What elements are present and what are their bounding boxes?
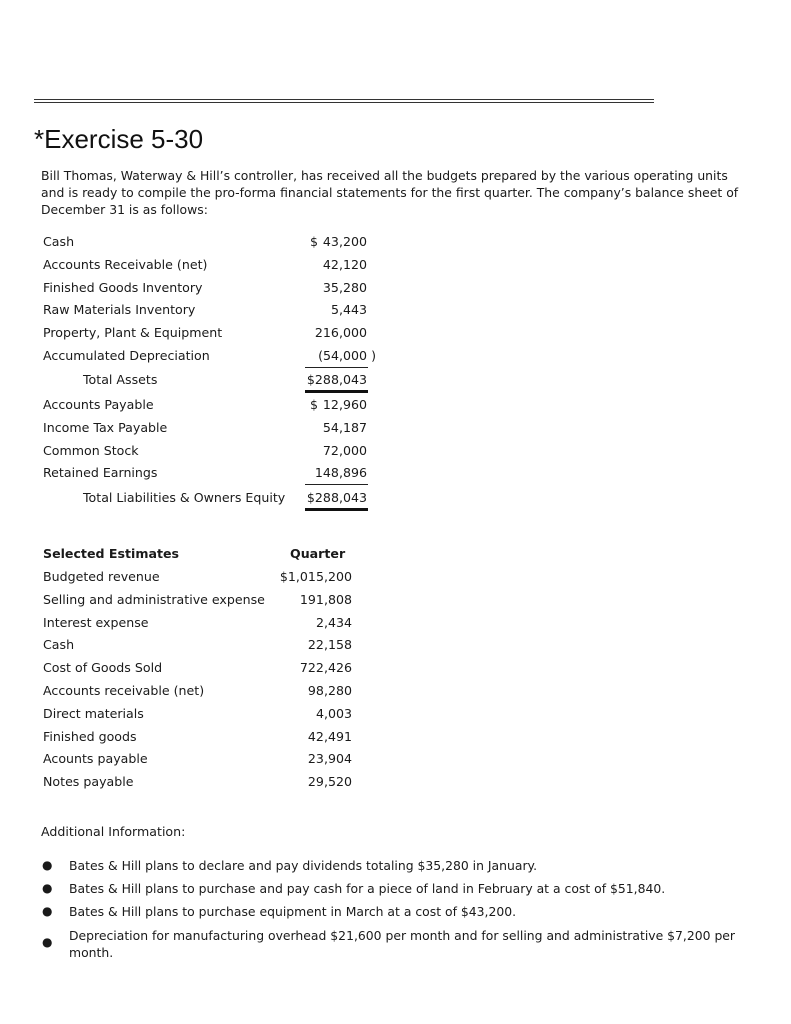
bs-value: 148,896 xyxy=(314,465,367,480)
estimate-label: Cost of Goods Sold xyxy=(43,660,163,675)
bs-label: Accounts Payable xyxy=(43,397,154,412)
estimate-value: 98,280 xyxy=(307,683,352,698)
bs-label: Raw Materials Inventory xyxy=(43,302,196,317)
bs-value: 5,443 xyxy=(330,302,367,317)
bs-label: Cash xyxy=(43,234,75,249)
bs-value: 216,000 xyxy=(314,325,367,340)
estimate-label: Finished goods xyxy=(43,729,137,744)
estimate-label: Selling and administrative expense xyxy=(43,592,265,607)
bs-value: $288,043 xyxy=(306,372,367,387)
bs-value: 35,280 xyxy=(322,280,367,295)
additional-info-heading: Additional Information: xyxy=(41,824,186,839)
bullet-icon: ● xyxy=(42,904,53,918)
bs-label: Property, Plant & Equipment xyxy=(43,325,223,340)
subtotal-rule xyxy=(305,367,368,368)
estimate-value: 722,426 xyxy=(299,660,352,675)
estimate-value: 4,003 xyxy=(315,706,352,721)
estimate-label: Accounts receivable (net) xyxy=(43,683,205,698)
list-item: Bates & Hill plans to purchase equipment in March at a cost of $43,200. xyxy=(69,904,517,919)
estimate-value: 191,808 xyxy=(299,592,352,607)
bs-dollar-sign: $ xyxy=(310,397,319,412)
list-item: Depreciation for manufacturing overhead $21,600 per month and for selling and administrative $7,200 per month. xyxy=(69,928,736,960)
estimates-header-label: Selected Estimates xyxy=(43,546,180,561)
estimate-label: Direct materials xyxy=(43,706,144,721)
bs-label: Income Tax Payable xyxy=(43,420,168,435)
top-double-rule xyxy=(34,99,654,103)
estimate-value: 23,904 xyxy=(307,751,352,766)
bs-value: 43,200 xyxy=(322,234,367,249)
bs-label: Retained Earnings xyxy=(43,465,158,480)
list-item: Bates & Hill plans to declare and pay dividends totaling $35,280 in January. xyxy=(69,858,538,873)
page-title: *Exercise 5-30 xyxy=(34,124,204,154)
estimate-value: 22,158 xyxy=(307,637,352,652)
bs-label: Common Stock xyxy=(43,443,139,458)
bs-label: Total Assets xyxy=(83,372,158,387)
bs-dollar-sign: $ xyxy=(310,234,319,249)
bullet-icon: ● xyxy=(42,881,53,895)
total-double-rule xyxy=(305,508,368,511)
bullet-icon: ● xyxy=(42,858,53,872)
estimate-value: 42,491 xyxy=(307,729,352,744)
estimates-header-quarter: Quarter xyxy=(290,546,346,561)
bs-value: (54,000 ) xyxy=(318,348,376,363)
bs-value: 54,187 xyxy=(322,420,367,435)
estimate-label: Interest expense xyxy=(43,615,149,630)
intro-paragraph: Bill Thomas, Waterway & Hill’s controller, has received all the budgets prepared by the various operating units and is ready to compile the pro-forma financial statements for the first quarter. The company’s balance sheet of December 31 is as follows: xyxy=(41,168,739,217)
bs-value: 12,960 xyxy=(322,397,367,412)
estimate-label: Budgeted revenue xyxy=(43,569,160,584)
bs-label: Total Liabilities & Owners Equity xyxy=(83,490,286,505)
estimate-label: Cash xyxy=(43,637,75,652)
total-double-rule xyxy=(305,390,368,393)
bs-label: Finished Goods Inventory xyxy=(43,280,203,295)
estimate-value: 2,434 xyxy=(315,615,352,630)
estimate-value: 29,520 xyxy=(307,774,352,789)
bullet-icon: ● xyxy=(42,935,53,949)
bs-value: $288,043 xyxy=(306,490,367,505)
bs-label: Accumulated Depreciation xyxy=(43,348,210,363)
bs-value: 42,120 xyxy=(322,257,367,272)
bs-value: 72,000 xyxy=(322,443,367,458)
bs-label: Accounts Receivable (net) xyxy=(43,257,208,272)
estimate-value: $1,015,200 xyxy=(279,569,352,584)
estimate-label: Acounts payable xyxy=(43,751,148,766)
list-item: Bates & Hill plans to purchase and pay cash for a piece of land in February at a cost of $51,840. xyxy=(69,881,666,896)
subtotal-rule xyxy=(305,484,368,485)
estimate-label: Notes payable xyxy=(43,774,134,789)
